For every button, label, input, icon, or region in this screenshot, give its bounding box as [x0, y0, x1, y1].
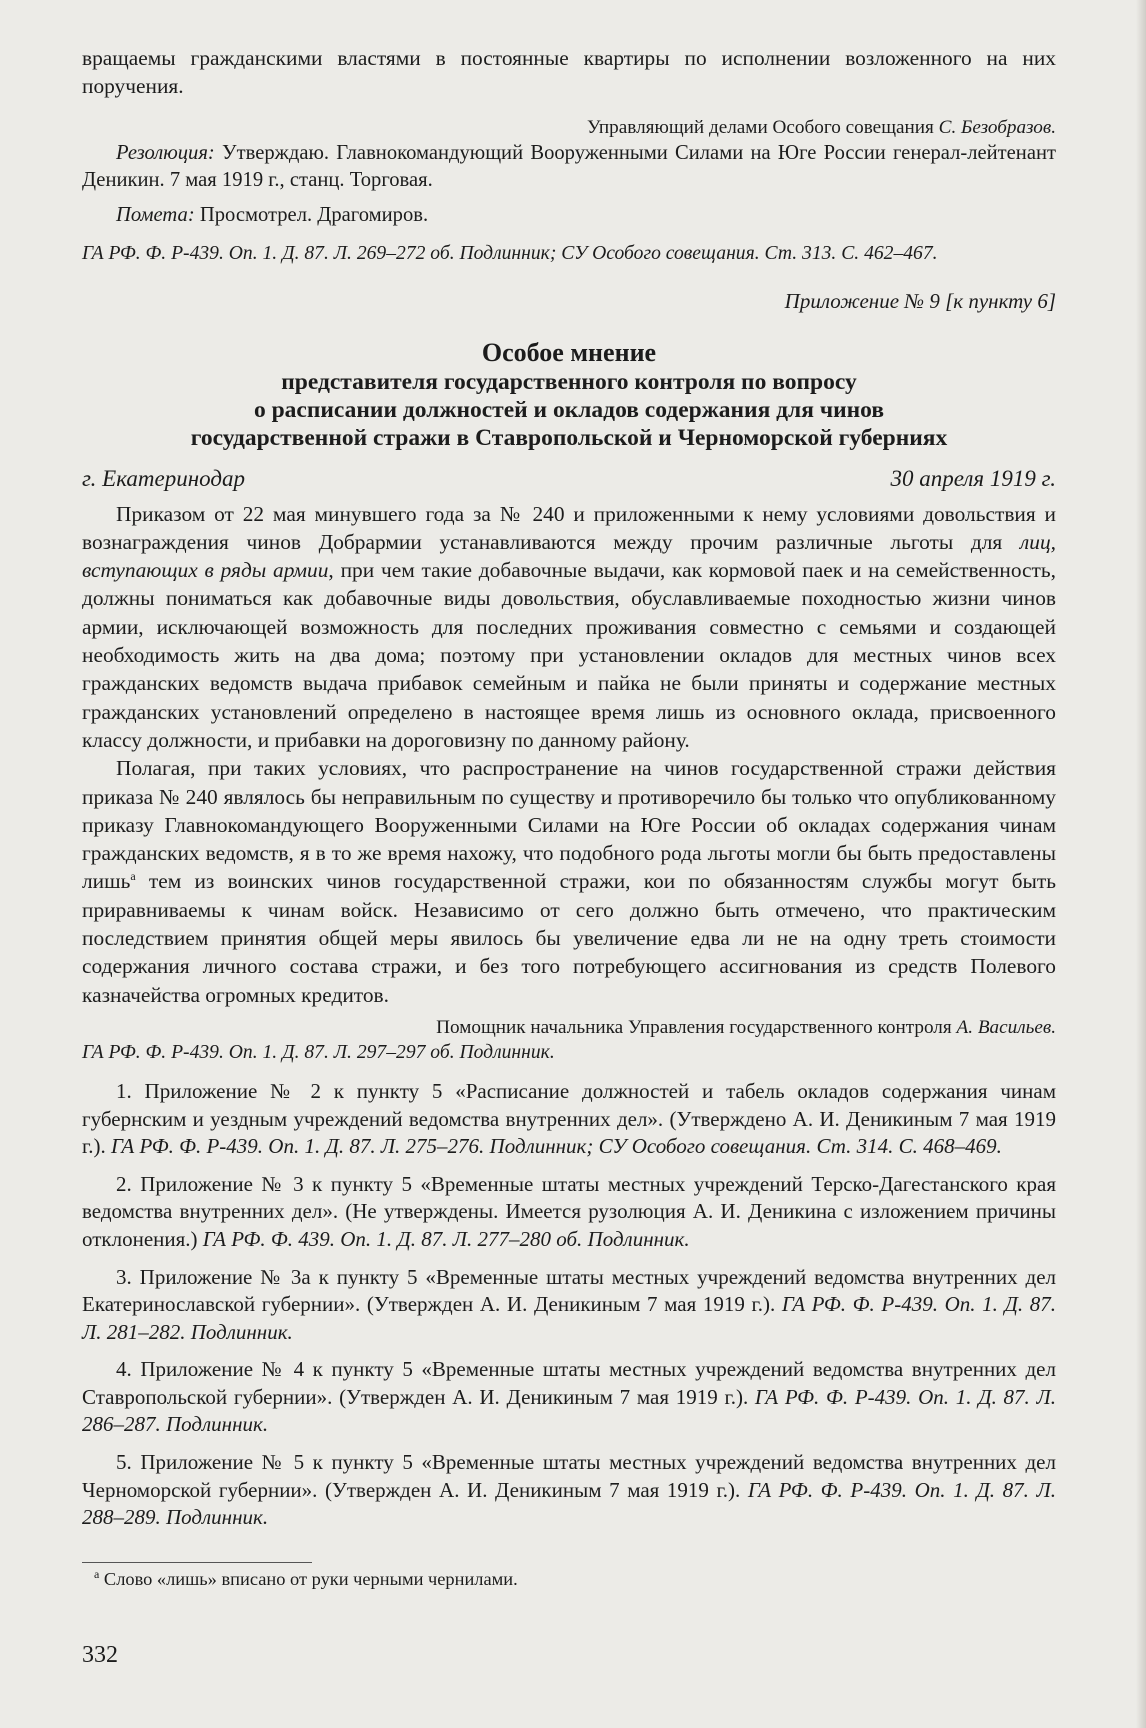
- paragraph-2-part-b: тем из воинских чинов государственной стражи, кои по обязанностям службы могут быть приравниваемы к чинам войск. Независимо от сего должно быть отмечено, что практическим последствием принятия общей меры явилось бы увеличение едва ли не на одну треть стоимости содержания личного состава стражи, и без того потребующего ассигнования из средств Полевого казначейства огромных кредитов.: [82, 869, 1056, 1007]
- list-item-reference: ГА РФ. Ф. Р-439. Оп. 1. Д. 87. Л. 288–289. Подлинник.: [82, 1477, 1056, 1530]
- list-item-text: 4. Приложение № 4 к пункту 5 «Временные штаты местных учреждений ведомства внутренних дел Ставропольской губернии». (Утвержден А. И. Деникиным 7 мая 1919 г.).: [82, 1357, 1056, 1409]
- signature-name-2: А. Васильев.: [956, 1016, 1056, 1038]
- note-label: Помета:: [116, 203, 195, 226]
- place-date-line: [82, 466, 1056, 492]
- signature-prefix-2: Помощник начальника Управления государственного контроля: [436, 1016, 957, 1038]
- title-line-3: о расписании должностей и окладов содержания для чинов: [253, 396, 885, 423]
- signature-line-2: [82, 1015, 1056, 1040]
- footnote-mark: а: [94, 1566, 100, 1581]
- list-item-reference: ГА РФ. Ф. Р-439. Оп. 1. Д. 87. Л. 275–276. Подлинник; СУ Особого совещания. Ст. 314. С. 468–469.: [111, 1134, 1002, 1159]
- list-item-reference: ГА РФ. Ф. Р-439. Оп. 1. Д. 87. Л. 281–282. Подлинник.: [82, 1292, 1056, 1344]
- list-item: [82, 1356, 1056, 1439]
- footnote-text: Слово «лишь» вписано от руки черными чернилами.: [99, 1568, 518, 1589]
- list-item-reference: ГА РФ. Ф. Р-439. Оп. 1. Д. 87. Л. 286–287. Подлинник.: [82, 1384, 1056, 1437]
- signature-name: С. Безобразов.: [938, 116, 1056, 138]
- list-item-text: 5. Приложение № 5 к пункту 5 «Временные штаты местных учреждений ведомства внутренних дел Черноморской губернии». (Утвержден А. И. Деникиным 7 мая 1919 г.).: [82, 1450, 1056, 1502]
- paragraph-2-part-a: Полагая, при таких условиях, что распространение на чинов государственной стражи действия приказа № 240 являлось бы неправильным по существу и противоречило бы только что опубликованному приказу Главнокомандующего Вооруженными Силами на Юге России об окладах содержания чинам гражданских ведомств, я в то же время нахожу, что подобного рода льготы могли бы быть предоставлены лишь: [82, 756, 1056, 894]
- signature-prefix: Управляющий делами Особого совещания: [587, 116, 939, 138]
- note: [82, 202, 1056, 229]
- paragraph-2: [82, 754, 1056, 1009]
- place: г. Екатеринодар: [82, 465, 245, 491]
- resolution-label: Резолюция:: [116, 141, 215, 164]
- archive-reference-1: ГА РФ. Ф. Р-439. Оп. 1. Д. 87. Л. 269–272 об. Подлинник; СУ Особого совещания. Ст. 313. С. 462–467.: [82, 242, 938, 264]
- paragraph-1-italic: лиц, вступающих в ряды армии: [82, 529, 1056, 583]
- title-line-4: государственной стражи в Ставропольской и Черноморской губерниях: [190, 424, 948, 451]
- note-text: Просмотрел. Драгомиров.: [194, 203, 429, 226]
- footnote: [82, 1567, 1056, 1591]
- title-line-2: представителя государственного контроля по вопросу: [281, 368, 857, 395]
- resolution-text: Утверждаю. Главнокомандующий Вооруженными Силами на Юге России генерал-лейтенант Деникин. 7 мая 1919 г., станц. Торговая.: [82, 141, 1056, 191]
- date: 30 апреля 1919 г.: [890, 465, 1056, 491]
- paragraph-1-part-a: Приказом от 22 мая минувшего года за № 240 и приложенными к нему условиями довольствия и вознаграждения чинов Добрармии устанавливаются между прочим различные льготы для: [82, 501, 1056, 554]
- resolution: [82, 140, 1056, 194]
- list-item-text: 2. Приложение № 3 к пункту 5 «Временные штаты местных учреждений Терско-Дагестанского края ведомства внутренних дел». (Не утверждены. Имеется рузолюция А. И. Деникина с изложением причины отклонения.): [82, 1171, 1056, 1251]
- appendix-title: [82, 338, 1056, 452]
- list-item-text: 3. Приложение № 3а к пункту 5 «Временные штаты местных учреждений ведомства внутренних дел Екатеринославской губернии». (Утвержден А. И. Деникиным 7 мая 1919 г.).: [82, 1264, 1056, 1317]
- list-item: [82, 1078, 1056, 1161]
- archive-reference-2: ГА РФ. Ф. Р-439. Оп. 1. Д. 87. Л. 297–297 об. Подлинник.: [82, 1041, 555, 1063]
- list-item-text: 1. Приложение № 2 к пункту 5 «Расписание должностей и табель окладов содержания чинам губернским и уездным учреждений ведомства внутренних дел». (Утверждено А. И. Деникиным 7 мая 1919 г.).: [82, 1078, 1056, 1159]
- page-spine-shadow: [1136, 0, 1146, 1728]
- list-item: [82, 1171, 1056, 1254]
- list-item-reference: ГА РФ. Ф. 439. Оп. 1. Д. 87. Л. 277–280 об. Подлинник.: [202, 1226, 690, 1251]
- paragraph-1: [82, 500, 1056, 755]
- continuation-text: вращаемы гражданскими властями в постоянные квартиры по исполнении возложенного на них поручения.: [82, 46, 1056, 99]
- list-item: [82, 1264, 1056, 1347]
- page-number: 332: [82, 1642, 118, 1668]
- signature-line: [82, 115, 1056, 140]
- list-item: [82, 1449, 1056, 1532]
- footnote-divider: [82, 1562, 312, 1563]
- paragraph-1-part-b: , при чем такие добавочные выдачи, как кормовой паек и на семейственность, должны пониматься как добавочные виды довольствия, обуславливаемые походностью жизни чинов армии, исключающей возможность для последних проживания совместно с семьями и создающей необходимость жить на два дома; поэтому при установлении окладов для местных чинов всех гражданских ведомств выдача прибавок семейным и пайка не были приняты и содержание местных гражданских установлений определено в настоящее время лишь из основного оклада, присвоенного классу должности, и прибавки на дороговизну по данному району.: [82, 558, 1056, 752]
- appendix-list: [82, 1078, 1056, 1532]
- title-line-1: Особое мнение: [481, 337, 657, 367]
- appendix-reference: Приложение № 9 [к пункту 6]: [784, 288, 1056, 313]
- footnote-marker: а: [130, 869, 136, 884]
